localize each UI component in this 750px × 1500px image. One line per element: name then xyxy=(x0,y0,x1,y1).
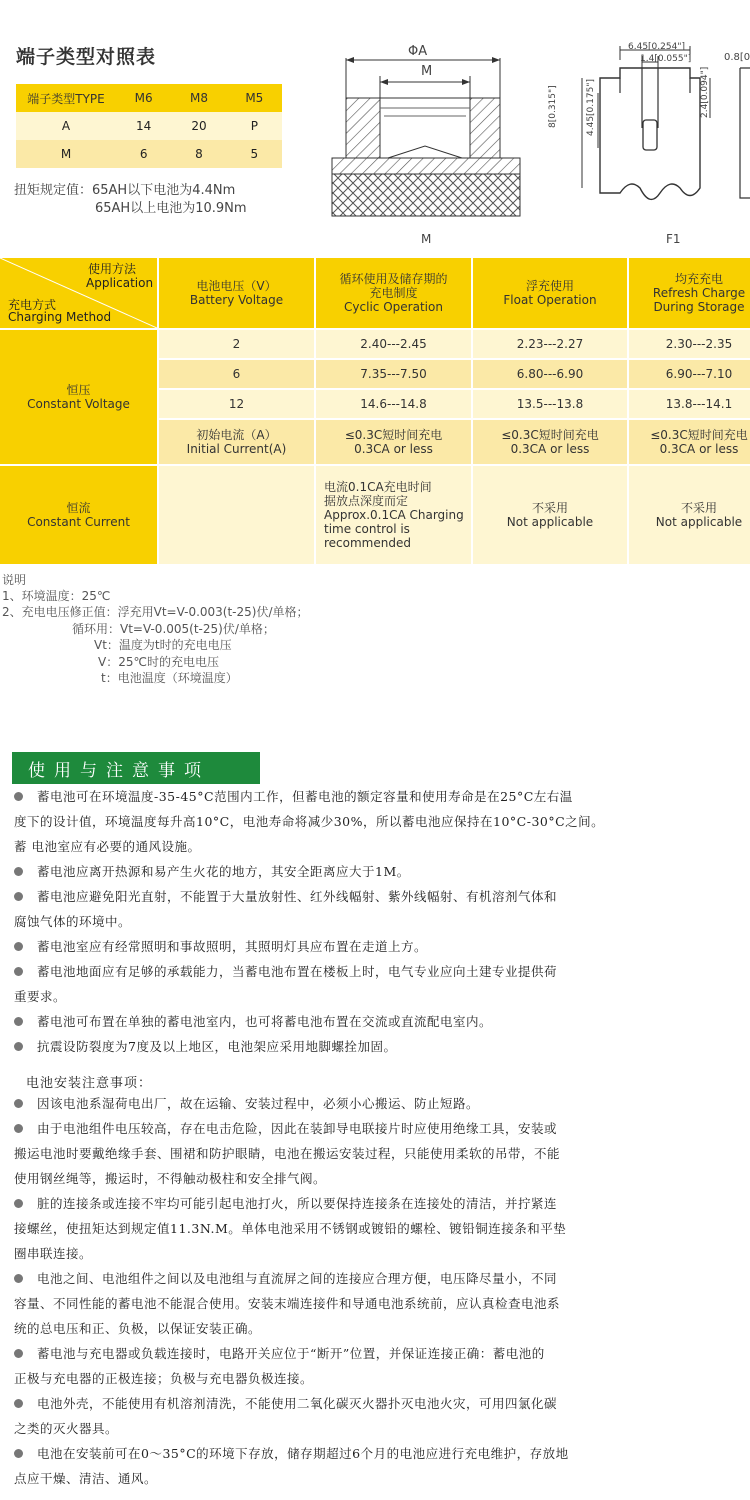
header-cell: M8 xyxy=(171,84,226,112)
cv-float-cell: 2.23---2.27 xyxy=(473,330,627,358)
usage-section-heading: 使用与注意事项 xyxy=(12,752,260,784)
list-item-text: 蓄电池可在环境温度-35-45°C范围内工作，但蓄电池的额定容量和使用寿命是在25°C左右温 xyxy=(37,789,573,804)
cv-voltage-cell: 6 xyxy=(159,360,314,388)
cc-float-cell: 不采用 Not applicable xyxy=(473,466,627,564)
col-header-voltage xyxy=(159,258,314,328)
cv-voltage-cell: 2 xyxy=(159,330,314,358)
cc-refresh-cell: 不采用 Not applicable xyxy=(629,466,750,564)
corner-method: 充电方式 xyxy=(8,298,57,312)
cv-float-cell: 13.5---13.8 xyxy=(473,390,627,418)
table-header-row xyxy=(16,84,282,112)
initial-current-label: 初始电流（A） Initial Current(A) xyxy=(159,420,314,464)
corner-usage-zh: 使用方法 xyxy=(88,262,137,276)
bullet-icon xyxy=(14,867,23,876)
list-item-cont: 蓄 电池室应有必要的通风设施。 xyxy=(14,839,201,854)
list-item-cont: 之类的灭火器具。 xyxy=(14,1421,119,1436)
cc-voltage-cell xyxy=(159,466,314,564)
usage-paragraphs xyxy=(14,784,744,1059)
initial-current-cycle: ≤0.3C短时间充电 0.3CA or less xyxy=(316,420,471,464)
bullet-icon xyxy=(14,967,23,976)
list-item-text: 蓄电池地面应有足够的承载能力，当蓄电池布置在楼板上时，电气专业应向土建专业提供荷 xyxy=(37,964,558,979)
list-item xyxy=(14,1341,744,1366)
list-item-cont: 容量、不同性能的蓄电池不能混合使用。安装末端连接件和导通电池系统前，应认真检查电池系 xyxy=(14,1296,561,1311)
f1-width-dim: 6.45[0.254"] xyxy=(628,42,685,52)
list-item-cont: 重要求。 xyxy=(14,989,67,1004)
bullet-icon xyxy=(14,1274,23,1283)
install-section-heading: 电池安装注意事项： xyxy=(26,1076,153,1091)
cv-cycle-cell: 7.35---7.50 xyxy=(316,360,471,388)
table-cell: 6 xyxy=(116,140,171,168)
header-cell: M5 xyxy=(227,84,282,112)
note-line: 循环用：Vt=V-0.005(t-25)伏/单格； xyxy=(72,622,275,636)
table-cell: 20 xyxy=(171,112,226,140)
torque-spec-line1: 扭矩规定值：65AH以下电池为4.4Nm xyxy=(14,183,236,198)
list-item-cont: 度下的设计值，环境温度每升高10°C，电池寿命将减少30%，所以蓄电池应保持在10°C-30°C之间。 xyxy=(14,814,605,829)
terminal-type-table xyxy=(16,84,282,168)
col-float-zh: 浮充使用 xyxy=(525,279,574,293)
list-item-text: 蓄电池与充电器或负载连接时，电路开关应位于“断开”位置，并保证连接正确：蓄电池的 xyxy=(37,1346,545,1361)
note-line: V：25℃时的充电电压 xyxy=(98,655,219,669)
list-item-text: 蓄电池可布置在单独的蓄电池室内，也可将蓄电池布置在交流或直流配电室内。 xyxy=(37,1014,493,1029)
f1-height-dim: 8[0.315"] xyxy=(548,85,558,128)
bullet-icon xyxy=(14,1124,23,1133)
col-header-refresh xyxy=(629,258,750,328)
list-item-cont: 使用钢丝绳等，搬运时，不得触动极柱和安全排气阀。 xyxy=(14,1171,327,1186)
col-header-float xyxy=(473,258,627,328)
cv-label-zh: 恒压 xyxy=(66,383,91,397)
list-item xyxy=(14,1441,744,1466)
f1-right-dim: 2.4[0.094"] xyxy=(700,66,710,118)
f1-inner-dim: 1.4[0.055"] xyxy=(640,54,692,64)
table-cell: A xyxy=(16,112,116,140)
bullet-icon xyxy=(14,892,23,901)
table-cell: P xyxy=(227,112,282,140)
table-cell: 5 xyxy=(227,140,282,168)
list-item-text: 脏的连接条或连接不牢均可能引起电池打火，所以要保持连接条在连接处的清洁，并拧紧连 xyxy=(37,1196,558,1211)
list-item xyxy=(14,959,744,984)
table-cell: M xyxy=(16,140,116,168)
bullet-icon xyxy=(14,942,23,951)
list-item-text: 电池在安装前可在0～35°C的环境下存放，储存期超过6个月的电池应进行充电维护，存放地 xyxy=(37,1446,569,1461)
bullet-icon xyxy=(14,792,23,801)
initial-current-refresh: ≤0.3C短时间充电 0.3CA or less xyxy=(629,420,750,464)
table-cell: 14 xyxy=(116,112,171,140)
list-item xyxy=(14,1091,744,1116)
cv-refresh-cell: 6.90---7.10 xyxy=(629,360,750,388)
list-item-cont: 正极与充电器的正极连接；负极与充电器负极连接。 xyxy=(14,1371,314,1386)
list-item xyxy=(14,1266,744,1291)
col-voltage-en: Battery Voltage xyxy=(189,293,284,307)
list-item xyxy=(14,934,744,959)
list-item-text: 电池之间、电池组件之间以及电池组与直流屏之间的连接应合理方便，电压降尽量小，不同 xyxy=(37,1271,558,1286)
header-cell: 端子类型TYPE xyxy=(16,84,116,112)
charging-method-table xyxy=(0,258,750,564)
list-item xyxy=(14,1034,744,1059)
initial-current-float: ≤0.3C短时间充电 0.3CA or less xyxy=(473,420,627,464)
f1-partial-dim: 0.8[0 xyxy=(724,52,750,63)
bullet-icon xyxy=(14,1449,23,1458)
cc-label-en: Constant Current xyxy=(27,515,130,529)
list-item xyxy=(14,859,744,884)
torque-spec-line2: 65AH以上电池为10.9Nm xyxy=(95,201,247,216)
constant-current-label xyxy=(0,466,157,564)
cv-voltage-cell: 12 xyxy=(159,390,314,418)
corner-usage-en: Application xyxy=(86,276,154,290)
terminal-f1-diagram xyxy=(570,38,750,228)
cv-cycle-cell: 2.40---2.45 xyxy=(316,330,471,358)
list-item-cont: 搬运电池时要戴绝缘手套、围裙和防护眼睛，电池在搬运安装过程，只能使用柔软的吊带，不能 xyxy=(14,1146,561,1161)
notes-title: 说明 xyxy=(2,573,27,587)
list-item xyxy=(14,884,744,909)
bullet-icon xyxy=(14,1199,23,1208)
cv-float-cell: 6.80---6.90 xyxy=(473,360,627,388)
cv-refresh-cell: 13.8---14.1 xyxy=(629,390,750,418)
note-line: 2、充电电压修正值：浮充用Vt=V-0.003(t-25)伏/单格； xyxy=(2,605,309,619)
diagram-f1-caption: F1 xyxy=(666,232,681,246)
cv-label-en: Constant Voltage xyxy=(27,397,130,411)
cv-refresh-cell: 2.30---2.35 xyxy=(629,330,750,358)
list-item-text: 电池外壳，不能使用有机溶剂清洗，不能使用二氧化碳灭火器扑灭电池火灾，可用四氯化碳 xyxy=(37,1396,558,1411)
cc-label-zh: 恒流 xyxy=(66,501,91,515)
note-line: t：电池温度（环境温度） xyxy=(101,671,238,685)
list-item-text: 蓄电池应避免阳光直射，不能置于大量放射性、红外线幅射、紫外线幅射、有机溶剂气体和 xyxy=(37,889,558,904)
note-line: Vt：温度为t时的充电电压 xyxy=(94,638,232,652)
list-item-text: 蓄电池室应有经常照明和事故照明，其照明灯具应布置在走道上方。 xyxy=(37,939,428,954)
table-row xyxy=(16,112,282,140)
list-item-cont: 统的总电压和正、负极，以保证安装正确。 xyxy=(14,1321,262,1336)
list-item-text: 蓄电池应离开热源和易产生火花的地方，其安全距离应大于1M。 xyxy=(37,864,410,879)
list-item-cont: 圈串联连接。 xyxy=(14,1246,93,1261)
col-cycle-en: Cyclic Operation xyxy=(344,300,443,314)
note-line: 1、环境温度：25℃ xyxy=(2,589,111,603)
bullet-icon xyxy=(14,1042,23,1051)
col-voltage-zh: 电池电压（V） xyxy=(196,279,277,293)
table-row xyxy=(16,140,282,168)
list-item xyxy=(14,1391,744,1416)
header-cell: M6 xyxy=(116,84,171,112)
col-refresh-en: Refresh Charge During Storage xyxy=(652,286,746,314)
corner-method-en: Charging Method xyxy=(8,310,112,324)
list-item-text: 抗震设防裂度为7度及以上地区，电池架应采用地脚螺拴加固。 xyxy=(37,1039,397,1054)
bullet-icon xyxy=(14,1349,23,1358)
list-item xyxy=(14,1009,744,1034)
list-item-cont: 腐蚀气体的环境中。 xyxy=(14,914,132,929)
corner-diagonal xyxy=(0,258,157,328)
table-cell: 8 xyxy=(171,140,226,168)
phi-a-label: ΦA xyxy=(408,44,428,59)
col-cycle-zh: 循环使用及储存期的 充电制度 xyxy=(339,272,448,300)
col-refresh-zh: 均充充电 xyxy=(674,272,723,286)
list-item xyxy=(14,1191,744,1216)
list-item xyxy=(14,1116,744,1141)
cc-cycle-cell: 电流0.1CA充电时间 据放点深度而定 Approx.0.1CA Charging time control is recommended xyxy=(316,466,471,564)
list-item-cont: 接螺丝，使扭矩达到规定值11.3N.M。单体电池采用不锈钢或镀铅的螺栓、镀铅铜连接条和平垫 xyxy=(14,1221,567,1236)
list-item-text: 由于电池组件电压较高，存在电击危险，因此在装卸导电联接片时应使用绝缘工具，安装或 xyxy=(37,1121,558,1136)
f1-mid-dim: 4.45[0.175"] xyxy=(586,79,596,136)
bullet-icon xyxy=(14,1099,23,1108)
terminal-table-title: 端子类型对照表 xyxy=(16,46,157,68)
list-item xyxy=(14,784,744,809)
install-paragraphs xyxy=(14,1091,744,1491)
list-item-text: 因该电池系湿荷电出厂，故在运输、安装过程中，必须小心搬运、防止短路。 xyxy=(37,1096,480,1111)
bullet-icon xyxy=(14,1017,23,1026)
m-dim-label: M xyxy=(421,64,433,79)
constant-voltage-label xyxy=(0,330,157,464)
list-item-cont: 点应干燥、清洁、通风。 xyxy=(14,1471,158,1486)
bullet-icon xyxy=(14,1399,23,1408)
col-float-en: Float Operation xyxy=(503,293,597,307)
diagram-m-caption: M xyxy=(421,232,432,246)
col-header-cycle xyxy=(316,258,471,328)
cv-cycle-cell: 14.6---14.8 xyxy=(316,390,471,418)
